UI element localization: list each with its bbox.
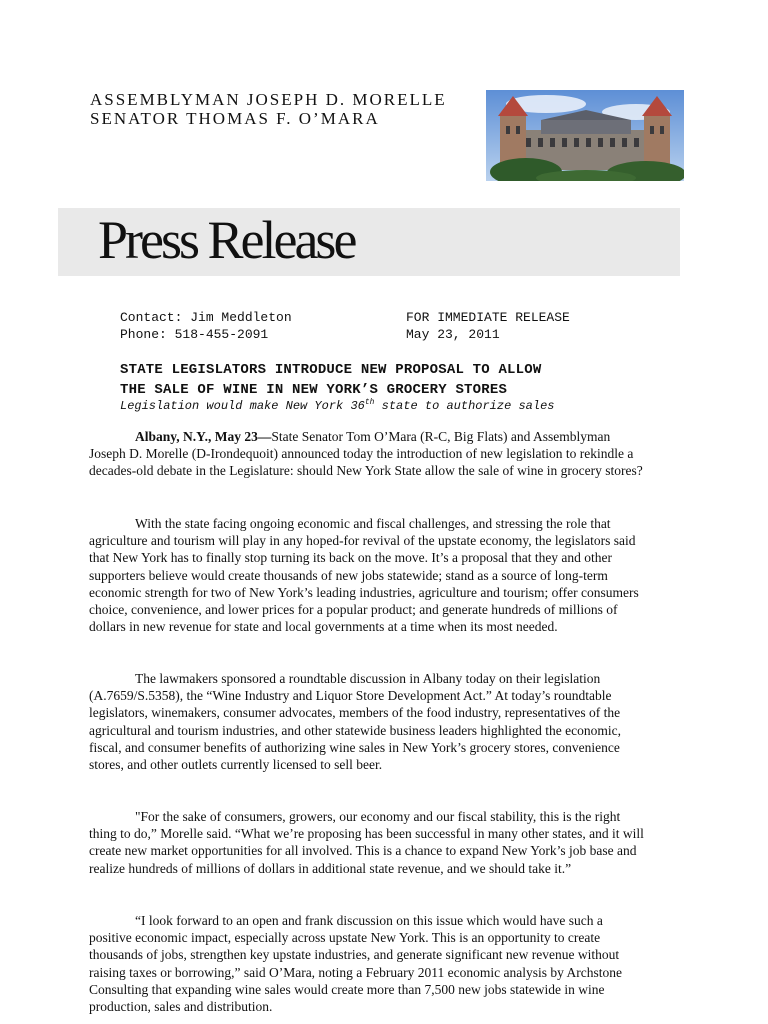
paragraph-4: [89, 808, 647, 877]
release-date: May 23, 2011: [406, 327, 500, 342]
release-notice: FOR IMMEDIATE RELEASE: [406, 310, 570, 325]
headline: [120, 360, 541, 400]
paragraph-4-text: "For the sake of consumers, growers, our economy and our fiscal stability, this is the right thing to do,” Morelle said. “What we’re proposing has been successful in many other states, and it will create new market opportunities for all involved. This is a chance to expand New York’s job base and realize hundreds of millions of dollars in additional state revenue, and we should take it.”: [89, 809, 644, 876]
paragraph-5: [89, 912, 647, 1015]
sponsor-line-2: SENATOR THOMAS F. O’MARA: [90, 109, 380, 128]
paragraph-3-text: The lawmakers sponsored a roundtable discussion in Albany today on their legislation (A.7659/S.5358), the “Wine Industry and Liquor Store Development Act.” At today’s roundtable legislators, winemakers, consumer advocates, members of the food industry, representatives of the agricultural and tourism industries, and other statewide business leaders highlighted the economic, fiscal, and consumer benefits of authorizing wine sales in New York’s grocery stores, convenience stores, and other outlets currently licensed to sell beer.: [89, 671, 621, 773]
contact-phone: Phone: 518-455-2091: [120, 327, 269, 342]
headline-line-2: THE SALE OF WINE IN NEW YORK’S GROCERY STORES: [120, 382, 508, 398]
subheadline-text-end: state to authorize sales: [374, 399, 555, 413]
paragraph-1-text: State Senator Tom O’Mara (R-C, Big Flats) and Assemblyman Joseph D. Morelle (D-Irondequoit) announced today the introduction of new legislation to rekindle a decades-old debate in the Legislature: should New York State allow the sale of wine in grocery stores?: [89, 429, 643, 479]
sponsor-line-1: ASSEMBLYMAN JOSEPH D. MORELLE: [90, 90, 447, 109]
paragraph-5-text: “I look forward to an open and frank discussion on this issue which would have such a positive economic impact, especially across upstate New York. This is an opportunity to create thousands of jobs, strengthen key upstate industries, and generate significant new revenue without raising taxes or borrowing,” said O’Mara, noting a February 2011 economic analysis by Archstone Consulting that expanding wine sales would create more than 7,500 new jobs statewide in wine production, sales and distribution.: [89, 913, 622, 1015]
dateline: Albany, N.Y., May 23—: [135, 429, 272, 444]
subheadline-superscript: th: [364, 398, 375, 407]
contact-name: Contact: Jim Meddleton: [120, 310, 292, 325]
banner-title: Press Release: [98, 210, 355, 270]
paragraph-2-text: With the state facing ongoing economic and fiscal challenges, and stressing the role that agriculture and tourism will play in any hoped-for revival of the upstate economy, the legislators said that New York has to finally stop turning its back on the move. It’s a proposal that they and other supporters believe would create thousands of new jobs statewide; stand as a source of long-term economic strength for two of New York’s leading industries, agriculture and tourism; offer consumers choice, convenience, and lower prices for a popular product; and generate hundreds of millions of dollars in new revenue for state and local governments at a time when its most needed.: [89, 516, 639, 635]
capitol-building-icon: [486, 90, 684, 181]
subheadline: [120, 398, 554, 413]
subheadline-text: Legislation would make New York 36: [120, 399, 365, 413]
paragraph-1: [89, 428, 647, 480]
headline-line-1: STATE LEGISLATORS INTRODUCE NEW PROPOSAL TO ALLOW: [120, 362, 542, 378]
paragraph-3: [89, 670, 647, 773]
sponsors-header: [90, 90, 447, 128]
paragraph-2: [89, 515, 647, 635]
capitol-building-photo: [486, 90, 684, 181]
